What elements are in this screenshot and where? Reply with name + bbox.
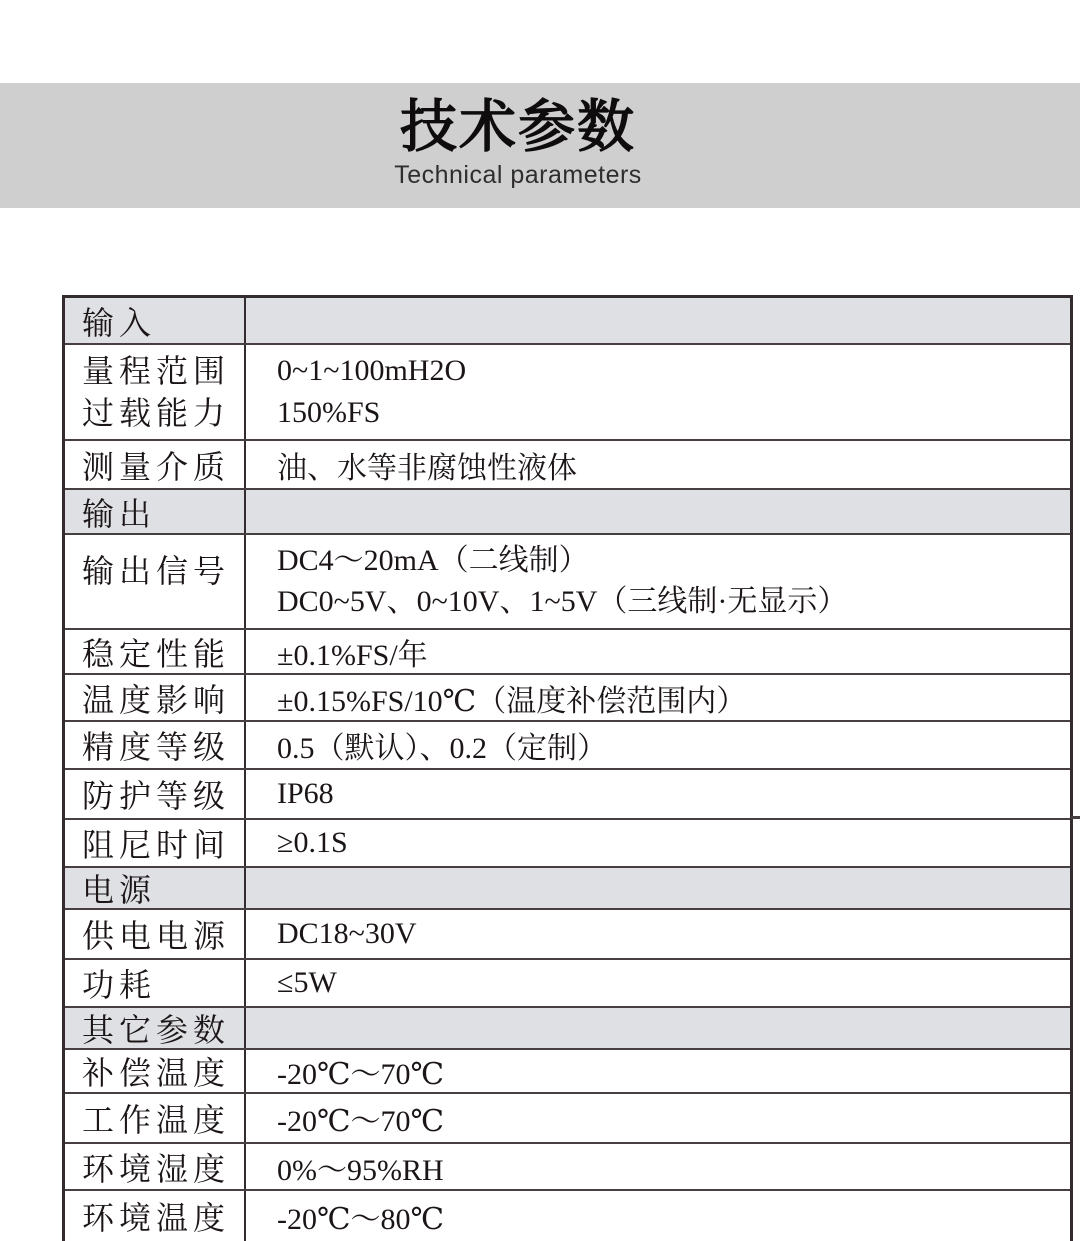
page-title: 技术参数 [400,95,636,159]
row-label: 工作温度 [65,1094,246,1142]
header-band [0,83,1080,208]
row-label: 测量介质 [65,441,246,488]
section-value-blank [246,490,1070,533]
table-row-supply [65,908,1070,958]
row-value: ±0.1%FS/年 [277,638,428,672]
row-label: 防护等级 [65,770,246,818]
row-value-line: DC0~5V、0~10V、1~5V（三线制·无显示） [277,585,848,618]
section-label: 电源 [65,868,246,908]
table-row-stability [65,628,1070,673]
row-value: 0%～95%RH [277,1153,444,1187]
table-row-medium [65,439,1070,488]
section-value-blank [246,1008,1070,1048]
row-value: -20℃～70℃ [277,1058,445,1091]
row-value: ≤5W [277,966,337,999]
table-row-consumption [65,958,1070,1006]
table-row-temp-effect [65,673,1070,720]
row-value: -20℃～70℃ [277,1105,445,1138]
table-row-comp-temp [65,1048,1070,1092]
row-label: 功耗 [65,960,246,1006]
row-label-line: 过载能力 [82,395,231,431]
table-row-damping [65,818,1070,866]
spec-table [62,295,1073,1241]
table-row-section-input [65,298,1070,343]
table-row-range-overload [65,343,1070,439]
section-label: 输出 [65,490,246,533]
table-row-work-temp [65,1092,1070,1142]
row-value: -20℃～80℃ [277,1203,445,1236]
section-label: 其它参数 [65,1008,246,1048]
row-label: 补偿温度 [65,1050,246,1092]
row-label: 环境温度 [65,1191,246,1241]
row-value-line: DC4～20mA（二线制） [277,544,589,577]
row-label: 阻尼时间 [65,820,246,866]
table-row-ambient-temp [65,1189,1070,1241]
row-value [246,345,1070,439]
row-value: 油、水等非腐蚀性液体 [277,451,577,485]
row-value [246,535,1070,628]
table-row-output-signal [65,533,1070,628]
table-row-ambient-humidity [65,1142,1070,1189]
row-label: 稳定性能 [65,630,246,673]
row-value: ±0.15%FS/10℃（温度补偿范围内） [277,684,747,718]
row-label-line: 量程范围 [82,353,231,389]
row-value-line: 0~1~100mH2O [277,354,467,388]
table-row-accuracy [65,720,1070,768]
section-label: 输入 [65,298,246,343]
row-divider-extension [1071,816,1080,819]
row-value: ≥0.1S [277,826,348,859]
row-value-line: 150%FS [277,395,381,429]
row-label [65,535,246,628]
row-value: IP68 [277,777,334,810]
row-value: DC18~30V [277,917,417,950]
row-label [65,345,246,439]
table-row-protection [65,768,1070,818]
row-value: 0.5（默认）、0.2（定制） [277,732,607,765]
row-label: 供电电源 [65,910,246,958]
section-value-blank [246,868,1070,908]
section-value-blank [246,298,1070,343]
row-label: 精度等级 [65,722,246,768]
table-row-section-output [65,488,1070,533]
row-label-line: 输出信号 [82,553,231,590]
row-label: 温度影响 [65,675,246,720]
row-label: 环境湿度 [65,1144,246,1189]
table-row-section-power [65,866,1070,908]
page-subtitle: Technical parameters [394,161,642,189]
table-row-section-other [65,1006,1070,1048]
